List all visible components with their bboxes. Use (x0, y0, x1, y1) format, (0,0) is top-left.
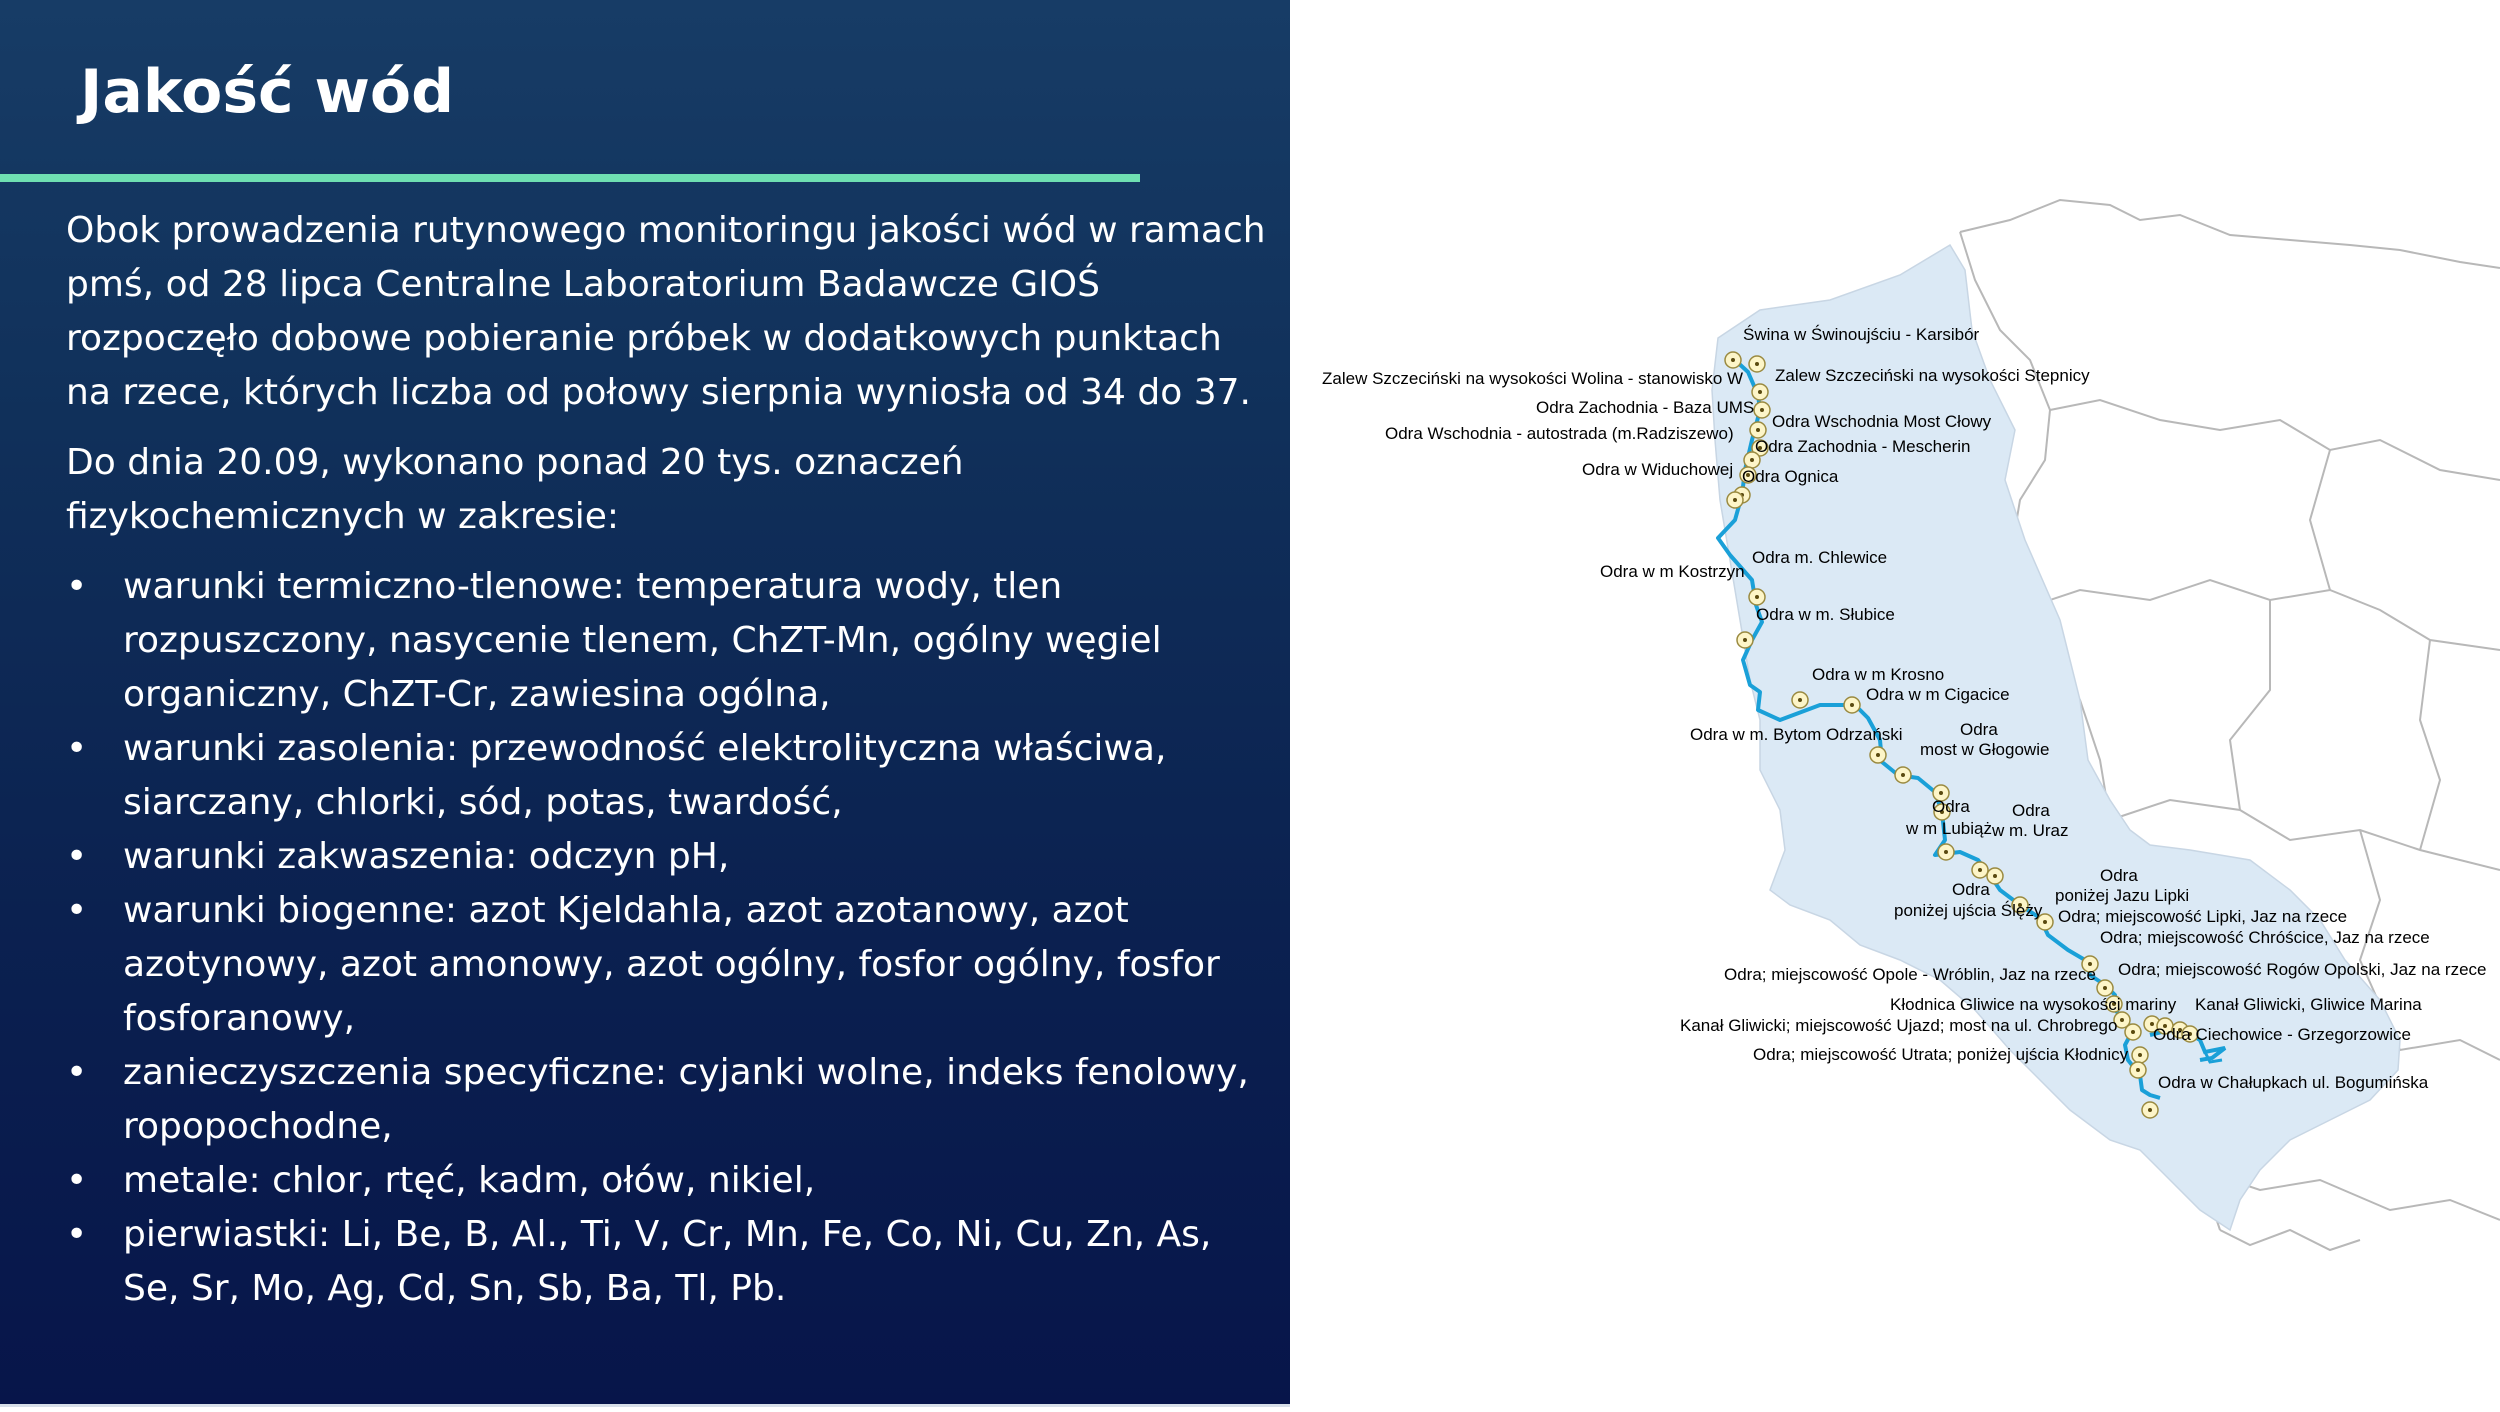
map-label: Kanał Gliwicki, Gliwice Marina (2195, 995, 2422, 1014)
odra-basin-map (1290, 0, 2500, 1407)
map-label: Odra m. Chlewice (1752, 548, 1888, 567)
bullet-icon: • (66, 1214, 88, 1255)
sampling-point-dot (1876, 753, 1880, 757)
bullet-icon: • (66, 566, 88, 607)
bullet-icon: • (66, 890, 88, 931)
map-label: Zalew Szczeciński na wysokości Wolina - stanowisko W (1322, 369, 1744, 388)
sampling-point-dot (1944, 850, 1948, 854)
map-label: Odra; miejscowość Rogów Opolski, Jaz na rzece (2118, 960, 2487, 979)
sampling-point-dot (1993, 874, 1997, 878)
map-label: most w Głogowie (1920, 740, 2050, 759)
map-label: Odra; miejscowość Opole - Wróblin, Jaz na rzece (1724, 965, 2096, 984)
sampling-point-dot (2136, 1068, 2140, 1072)
bullet-icon: • (66, 728, 88, 769)
sampling-point-dot (1760, 408, 1764, 412)
map-panel (1290, 0, 2500, 1407)
bullet-icon: • (66, 1052, 88, 1093)
map-label: Kanał Gliwicki; miejscowość Ujazd; most na ul. Chrobrego (1680, 1016, 2118, 1035)
sampling-point-dot (1755, 362, 1759, 366)
sampling-point-dot (2103, 986, 2107, 990)
sampling-point-dot (1750, 458, 1754, 462)
sampling-point-dot (1755, 595, 1759, 599)
sampling-point-dot (1743, 638, 1747, 642)
sampling-point-dot (1901, 773, 1905, 777)
sampling-point-dot (2120, 1018, 2124, 1022)
list-item-text: warunki biogenne: azot Kjeldahla, azot azotanowy, azot azotynowy, azot amonowy, azot ogólny, fosfor ogólny, fosfor fosforanowy, (123, 890, 1220, 1039)
sampling-point-dot (1978, 868, 1982, 872)
sampling-point-dot (1798, 698, 1802, 702)
sampling-point-dot (1731, 358, 1735, 362)
list-item (66, 560, 1266, 722)
parameter-list (66, 560, 1266, 1316)
list-item-text: zanieczyszczenia specyficzne: cyjanki wolne, indeks fenolowy, ropopochodne, (123, 1052, 1249, 1147)
sampling-point-dot (2138, 1053, 2142, 1057)
map-label: w m Lubiąż (1906, 819, 1992, 838)
border-line (2220, 1230, 2360, 1250)
map-label: Odra (1960, 720, 1998, 739)
border-line (2020, 580, 2500, 650)
sampling-point-dot (2043, 920, 2047, 924)
sampling-point-dot (1850, 703, 1854, 707)
map-label: Odra w m Kostrzyn (1600, 562, 1745, 581)
sampling-point-dot (1939, 791, 1943, 795)
slide-body (66, 204, 1266, 1316)
border-line (1960, 200, 2500, 268)
slide-title: Jakość wód (80, 57, 455, 127)
map-label: Świna w Świnoujściu - Karsibór (1743, 325, 1980, 344)
map-label: Odra Wschodnia Most Cłowy (1772, 412, 1992, 431)
title-underline (0, 174, 1140, 182)
map-label: Kłodnica Gliwice na wysokości mariny (1890, 995, 2177, 1014)
map-label: poniżej Jazu Lipki (2055, 886, 2190, 905)
map-label: Odra (2100, 866, 2138, 885)
map-label: Odra w Chałupkach ul. Bogumińska (2158, 1073, 2429, 1092)
list-item-text: warunki zasolenia: przewodność elektrolityczna właściwa, siarczany, chlorki, sód, potas, twardość, (123, 728, 1167, 823)
map-label: Odra (2012, 801, 2050, 820)
list-item (66, 1154, 1266, 1208)
map-label: Odra (1952, 880, 1990, 899)
sampling-point-dot (2148, 1108, 2152, 1112)
sampling-point-dot (1758, 390, 1762, 394)
sampling-point-dot (2131, 1030, 2135, 1034)
list-item (66, 1208, 1266, 1316)
map-label: Odra; miejscowość Utrata; poniżej ujścia Kłodnicy (1753, 1045, 2129, 1064)
map-label: Odra Wschodnia - autostrada (m.Radziszewo) (1385, 424, 1734, 443)
map-label: Odra Zachodnia - Mescherin (1755, 437, 1971, 456)
list-item-text: warunki zakwaszenia: odczyn pH, (123, 836, 730, 877)
list-item (66, 884, 1266, 1046)
map-label: Odra (1932, 797, 1970, 816)
map-label: Odra w m. Bytom Odrzański (1690, 725, 1903, 744)
list-item (66, 830, 1266, 884)
list-item-text: metale: chlor, rtęć, kadm, ołów, nikiel, (123, 1160, 816, 1201)
border-line (2420, 640, 2440, 850)
list-item-text: pierwiastki: Li, Be, B, Al., Ti, V, Cr, Mn, Fe, Co, Ni, Cu, Zn, As, Se, Sr, Mo, Ag, Cd, Sn, Sb, Ba, Tl, Pb. (123, 1214, 1212, 1309)
map-label: Odra w Widuchowej (1582, 460, 1734, 479)
map-label: Odra Ciechowice - Grzegorzowice (2153, 1025, 2411, 1044)
map-label: Odra Zachodnia - Baza UMS (1536, 398, 1755, 417)
scope-paragraph: Do dnia 20.09, wykonano ponad 20 tys. oznaczeń fizykochemicznych w zakresie: (66, 442, 964, 537)
sampling-point-dot (1756, 428, 1760, 432)
map-label: Zalew Szczeciński na wysokości Stepnicy (1775, 366, 2090, 385)
list-item (66, 722, 1266, 830)
border-line (2310, 450, 2330, 590)
bullet-icon: • (66, 836, 88, 877)
map-label: Odra w m Krosno (1812, 665, 1945, 684)
map-label: Odra Ognica (1742, 467, 1839, 486)
list-item-text: warunki termiczno-tlenowe: temperatura wody, tlen rozpuszczony, nasycenie tlenem, ChZT-Mn, ogólny węgiel organiczny, ChZT-Cr, zawiesina ogólna, (123, 566, 1162, 715)
bullet-icon: • (66, 1160, 88, 1201)
border-line (2230, 600, 2270, 810)
map-label: Odra w m Cigacice (1866, 685, 2010, 704)
map-label: Odra w m. Słubice (1756, 605, 1895, 624)
map-label: Odra; miejscowość Chróścice, Jaz na rzece (2100, 928, 2430, 947)
map-label: w m. Uraz (1992, 821, 2069, 840)
map-label: poniżej ujścia Ślęży (1894, 901, 2043, 920)
border-line (2050, 400, 2500, 480)
intro-paragraph: Obok prowadzenia rutynowego monitoringu jakości wód w ramach pmś, od 28 lipca Centralne Laboratorium Badawcze GIOŚ rozpoczęło dobowe pobieranie próbek w dodatkowych punktach na rzece, których liczba od połowy sierpnia wyniosła od 34 do 37. (66, 210, 1266, 413)
sampling-point-dot (1733, 498, 1737, 502)
map-label: Odra; miejscowość Lipki, Jaz na rzece (2058, 907, 2348, 926)
list-item (66, 1046, 1266, 1154)
